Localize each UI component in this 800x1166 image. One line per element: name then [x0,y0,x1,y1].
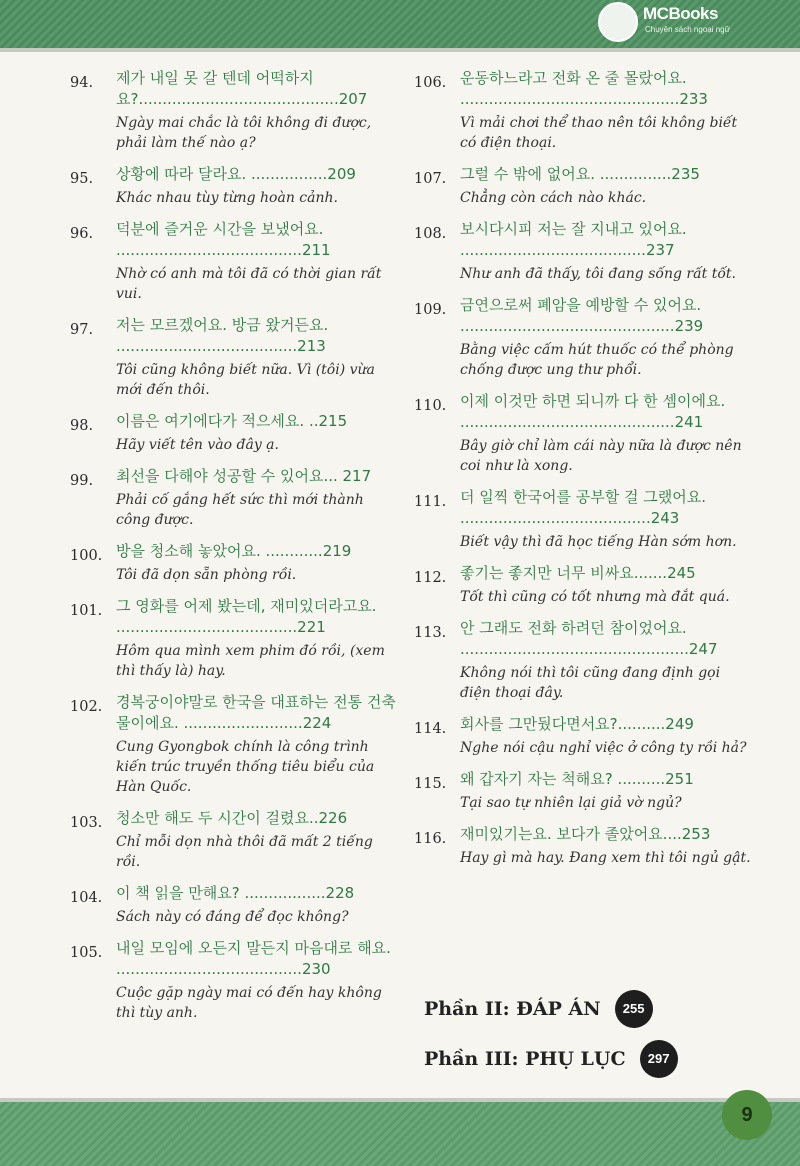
entry-number: 111. [414,494,447,510]
entry-number: 94. [70,75,94,91]
entry-vietnamese: Hãy viết tên vào đây ạ. [116,437,279,453]
entry-number: 102. [70,699,103,715]
footer-band [0,1102,800,1166]
toc-entry[interactable] [414,164,754,208]
section-page-badge: 255 [615,990,653,1028]
entry-korean: 이제 이것만 하면 되니까 다 한 셈이에요. .............................................241 [460,392,726,431]
entry-vietnamese: Tôi cũng không biết nữa. Vì (tôi) vừa mới đến thôi. [116,362,375,398]
toc-entry[interactable] [414,714,754,758]
entry-korean: 이름은 여기에다가 적으세요. ..215 [116,412,348,430]
entry-number: 115. [414,776,447,792]
entry-korean: 최선을 다해야 성공할 수 있어요... 217 [116,467,372,485]
entry-korean: 내일 모임에 오든지 말든지 마음대로 해요. .......................................230 [116,939,391,978]
entry-vietnamese: Bây giờ chỉ làm cái này nữa là được nên coi như là xong. [460,438,742,474]
entry-korean: 그 영화를 어제 봤는데, 재미있더라고요. ......................................221 [116,597,377,636]
entry-vietnamese: Cuộc gặp ngày mai có đến hay không thì tùy anh. [116,985,382,1021]
toc-entry[interactable] [70,883,400,927]
entry-korean: 제가 내일 못 갈 텐데 어떡하지요?..........................................207 [116,69,368,108]
entry-korean: 경복궁이야말로 한국을 대표하는 전통 건축물이에요. .........................224 [116,693,396,732]
toc-entry[interactable] [414,618,754,703]
section-title: Phần II: ĐÁP ÁN [424,998,601,1020]
entry-korean: 재미있기는요. 보다가 졸았어요....253 [460,825,711,843]
entry-vietnamese: Tại sao tự nhiên lại giả vờ ngủ? [460,795,682,811]
entry-number: 95. [70,171,94,187]
toc-column-left [70,68,400,1034]
toc-entry[interactable] [414,295,754,380]
entry-vietnamese: Biết vậy thì đã học tiếng Hàn sớm hơn. [460,534,737,550]
entry-korean: 상황에 따라 달라요. ................209 [116,165,356,183]
toc-entry[interactable] [70,938,400,1023]
entry-korean: 이 책 읽을 만해요? .................228 [116,884,355,902]
entry-number: 104. [70,890,103,906]
entry-korean: 저는 모르겠어요. 방금 왔거든요. ......................................213 [116,316,329,355]
entry-korean: 덕분에 즐거운 시간을 보냈어요. .......................................211 [116,220,331,259]
page-number: 9 [722,1090,772,1140]
section-title: Phần III: PHỤ LỤC [424,1048,626,1070]
brand-tagline: Chuyên sách ngoại ngữ [645,25,730,34]
entry-korean: 보시다시피 저는 잘 지내고 있어요. .......................................237 [460,220,687,259]
toc-entry[interactable] [70,164,400,208]
toc-entry[interactable] [414,219,754,284]
toc-entry[interactable] [70,466,400,530]
entry-korean: 왜 갑자기 자는 척해요? ..........251 [460,770,694,788]
entry-number: 103. [70,815,103,831]
entry-vietnamese: Không nói thì tôi cũng đang định gọi điện thoại đây. [460,665,721,701]
entry-vietnamese: Chẳng còn cách nào khác. [460,190,647,206]
entry-vietnamese: Bằng việc cấm hút thuốc có thể phòng chống được ung thư phổi. [460,342,734,378]
toc-entry[interactable] [70,596,400,681]
toc-entry[interactable] [414,487,754,552]
entry-vietnamese: Như anh đã thấy, tôi đang sống rất tốt. [460,266,737,282]
toc-entry[interactable] [70,692,400,797]
toc-entry[interactable] [70,808,400,872]
entry-vietnamese: Khác nhau tùy từng hoàn cảnh. [116,190,338,206]
toc-entry[interactable] [70,411,400,455]
entry-vietnamese: Nhờ có anh mà tôi đã có thời gian rất vui. [116,266,382,302]
section-heading-appendix[interactable] [424,1040,678,1078]
entry-number: 106. [414,75,447,91]
entry-number: 110. [414,398,447,414]
brand-name: MCBooks [643,4,718,23]
entry-vietnamese: Sách này có đáng để đọc không? [116,909,349,925]
entry-korean: 청소만 해도 두 시간이 걸렸요..226 [116,809,348,827]
entry-vietnamese: Phải cố gắng hết sức thì mới thành công được. [116,492,364,528]
entry-number: 101. [70,603,103,619]
entry-korean: 그럴 수 밖에 없어요. ...............235 [460,165,700,183]
entry-number: 109. [414,302,447,318]
entry-number: 98. [70,418,94,434]
section-heading-answers[interactable] [424,990,653,1028]
entry-korean: 운동하느라고 전화 온 줄 몰랐어요. ..............................................233 [460,69,708,108]
entry-vietnamese: Hôm qua mình xem phim đó rồi, (xem thì thấy là) hay. [116,643,385,679]
entry-korean: 안 그래도 전화 하려던 참이었어요. ................................................247 [460,619,718,658]
toc-entry[interactable] [70,219,400,304]
entry-number: 97. [70,322,94,338]
entry-vietnamese: Nghe nói cậu nghỉ việc ở công ty rồi hả? [460,740,747,756]
toc-entry[interactable] [414,563,754,607]
entry-vietnamese: Hay gì mà hay. Đang xem thì tôi ngủ gật. [460,850,751,866]
entry-vietnamese: Ngày mai chắc là tôi không đi được, phải làm thế nào ạ? [116,115,372,151]
section-page-badge: 297 [640,1040,678,1078]
toc-entry[interactable] [414,391,754,476]
entry-number: 107. [414,171,447,187]
entry-number: 112. [414,570,447,586]
entry-korean: 금연으로써 폐암을 예방할 수 있어요. .............................................239 [460,296,704,335]
toc-entry[interactable] [414,769,754,813]
entry-korean: 회사를 그만뒀다면서요?..........249 [460,715,694,733]
entry-vietnamese: Vì mải chơi thể thao nên tôi không biết có điện thoại. [460,115,738,151]
entry-vietnamese: Tôi đã dọn sẵn phòng rồi. [116,567,297,583]
entry-korean: 방을 청소해 놓았어요. ............219 [116,542,352,560]
entry-number: 100. [70,548,103,564]
toc-column-right [414,68,754,879]
entry-number: 99. [70,473,94,489]
entry-number: 114. [414,721,447,737]
brand-logo-icon [598,2,638,42]
entry-number: 105. [70,945,103,961]
entry-number: 116. [414,831,447,847]
entry-korean: 좋기는 좋지만 너무 비싸요.......245 [460,564,696,582]
entry-number: 113. [414,625,447,641]
header-rule [0,48,800,52]
toc-entry[interactable] [70,315,400,400]
toc-entry[interactable] [70,68,400,153]
entry-korean: 더 일찍 한국어를 공부할 걸 그랬어요. ........................................243 [460,488,706,527]
toc-entry[interactable] [414,824,754,868]
toc-entry[interactable] [70,541,400,585]
entry-vietnamese: Tốt thì cũng có tốt nhưng mà đắt quá. [460,589,730,605]
toc-entry[interactable] [414,68,754,153]
entry-vietnamese: Chỉ mỗi dọn nhà thôi đã mất 2 tiếng rồi. [116,834,373,870]
entry-number: 96. [70,226,94,242]
entry-vietnamese: Cung Gyongbok chính là công trình kiến trúc truyền thống tiêu biểu của Hàn Quốc. [116,739,375,795]
entry-number: 108. [414,226,447,242]
